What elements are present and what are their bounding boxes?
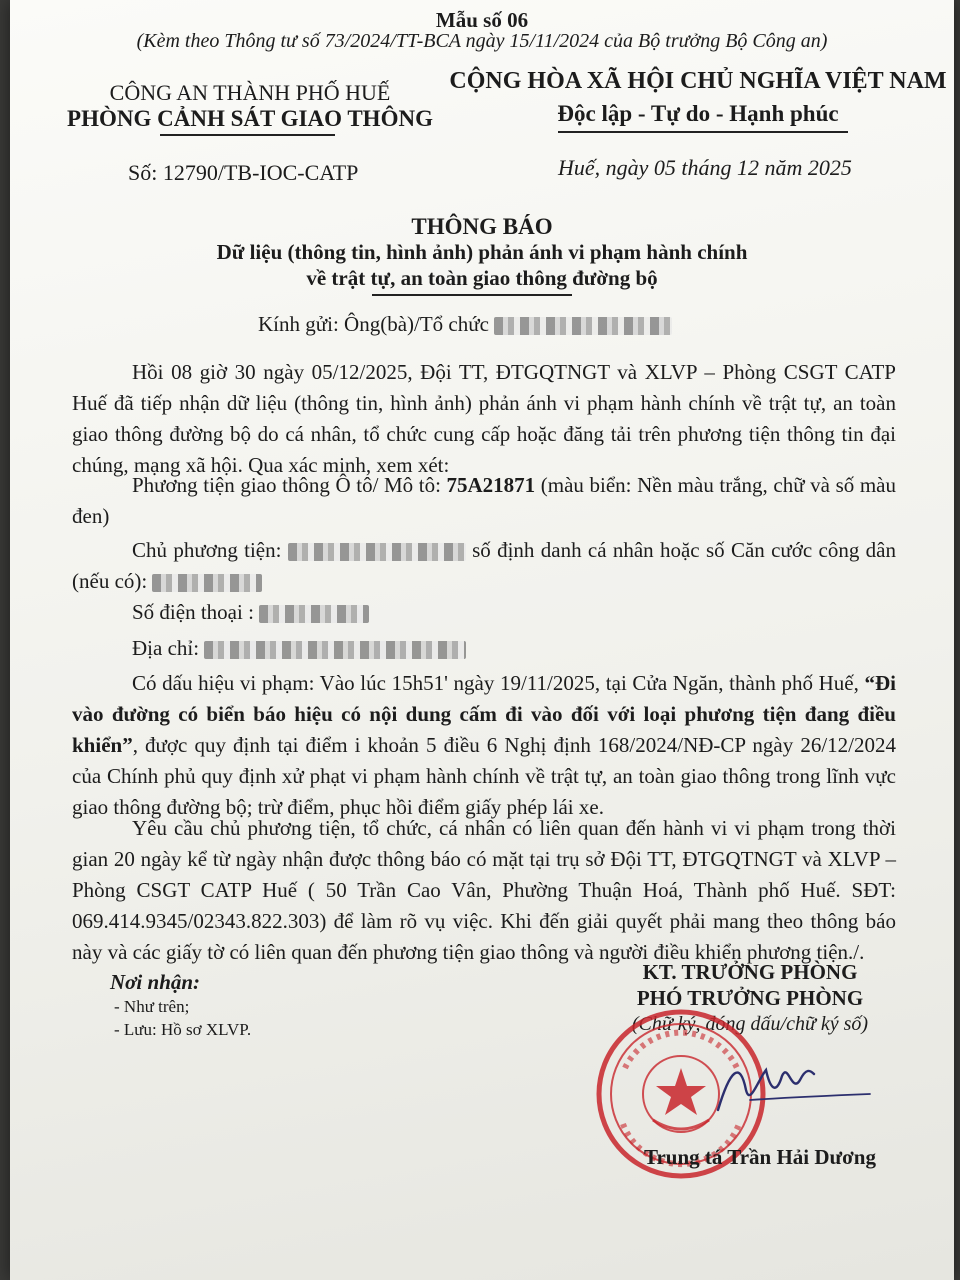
vehicle-paragraph: [72, 470, 896, 532]
address-label: Địa chỉ:: [132, 636, 205, 660]
handwritten-signature-icon: [710, 1040, 880, 1130]
violation-description: “Đi vào đường có biển báo hiệu có nội dung cấm đi vào đối với loại phương tiện đang điều khiển”: [72, 671, 896, 757]
recipient-line: [258, 312, 672, 337]
address-line: [132, 636, 466, 661]
title-underline: [372, 294, 572, 296]
plate-description: (màu biển: Nền màu trắng, chữ và số màu đen): [72, 473, 896, 528]
phone-line: [132, 600, 369, 625]
form-attachment-note: (Kèm theo Thông tư số 73/2024/TT-BCA ngày 15/11/2024 của Bộ trưởng Bộ Công an): [136, 30, 828, 52]
intro-paragraph: Hồi 08 giờ 30 ngày 05/12/2025, Đội TT, ĐTGQTNGT và XLVP – Phòng CSGT CATP Huế đã tiếp nhận dữ liệu (thông tin, hình ảnh) phản ánh vi phạm hành chính về trật tự, an toàn giao thông đường bộ do cá nhân, tổ chức cung cấp hoặc đăng tải trên phương tiện thông tin đại chúng, mạng xã hội. Qua xác minh, xem xét:: [72, 360, 896, 477]
document-page: [10, 0, 954, 1280]
redacted-owner-name: [288, 543, 466, 561]
violation-paragraph: [72, 668, 896, 823]
department-underline: [160, 134, 335, 136]
redacted-phone: [259, 605, 369, 623]
document-number: Số: 12790/TB-IOC-CATP: [128, 160, 359, 185]
department-name: PHÒNG CẢNH SÁT GIAO THÔNG: [67, 106, 433, 131]
vehicle-label: Phương tiện giao thông Ô tô/ Mô tô:: [132, 473, 447, 497]
national-motto: Độc lập - Tự do - Hạnh phúc: [557, 101, 839, 126]
place-date: Huế, ngày 05 tháng 12 năm 2025: [558, 155, 852, 180]
owner-id-label: số định danh cá nhân hoặc số Căn cước công dân (nếu có):: [72, 538, 896, 593]
redacted-recipient-name: [494, 317, 672, 335]
notice-subtitle-1: Dữ liệu (thông tin, hình ảnh) phản ánh vi phạm hành chính: [216, 240, 748, 264]
motto-underline: [558, 131, 848, 133]
license-plate: 75A21871: [446, 473, 536, 497]
agency-name: CÔNG AN THÀNH PHỐ HUẾ: [109, 80, 391, 105]
recipients-item-1: - Như trên;: [114, 997, 190, 1016]
signature-title-1: KT. TRƯỞNG PHÒNG: [642, 960, 858, 984]
signature-note: (Chữ ký, đóng dấu/chữ ký số): [631, 1013, 869, 1035]
recipients-item-2: - Lưu: Hồ sơ XLVP.: [114, 1020, 252, 1039]
country-name: CỘNG HÒA XÃ HỘI CHỦ NGHĨA VIỆT NAM: [449, 68, 947, 94]
signature-title-2: PHÓ TRƯỞNG PHÒNG: [636, 986, 864, 1010]
redacted-address: [204, 641, 466, 659]
violation-legal-basis: , được quy định tại điểm i khoản 5 điều 6 Nghị định 168/2024/NĐ-CP ngày 26/12/2024 của Chính phủ quy định xử phạt vi phạm hành chính về trật tự, an toàn giao thông trong lĩnh vực giao thông đường bộ; trừ điểm, phục hồi điểm giấy phép lái xe.: [72, 733, 896, 819]
notice-title: THÔNG BÁO: [411, 214, 553, 239]
owner-paragraph: [72, 535, 896, 597]
violation-intro: Có dấu hiệu vi phạm: Vào lúc 15h51' ngày 19/11/2025, tại Cửa Ngăn, thành phố Huế,: [132, 671, 865, 695]
recipient-label: Kính gửi: Ông(bà)/Tổ chức: [258, 312, 489, 336]
redacted-owner-id: [152, 574, 262, 592]
phone-label: Số điện thoại :: [132, 600, 260, 624]
request-paragraph: Yêu cầu chủ phương tiện, tổ chức, cá nhân có liên quan đến hành vi vi phạm trong thời gian 20 ngày kể từ ngày nhận được thông báo có mặt tại trụ sở Đội TT, ĐTGQTNGT và XLVP – Phòng CSGT CATP Huế ( 50 Trần Cao Vân, Phường Thuận Hoá, Thành phố Huế. SĐT: 069.414.9345/02343.822.303) để làm rõ vụ việc. Khi đến giải quyết phải mang theo thông báo này và các giấy tờ có liên quan đến phương tiện giao thông và người điều khiển phương tiện./.: [72, 816, 896, 964]
recipients-title: Nơi nhận:: [110, 970, 201, 994]
notice-subtitle-2: về trật tự, an toàn giao thông đường bộ: [306, 266, 658, 290]
signer-name: Trung tá Trần Hải Dương: [644, 1145, 876, 1169]
form-number: Mẫu số 06: [435, 8, 529, 32]
owner-label: Chủ phương tiện:: [132, 538, 288, 562]
